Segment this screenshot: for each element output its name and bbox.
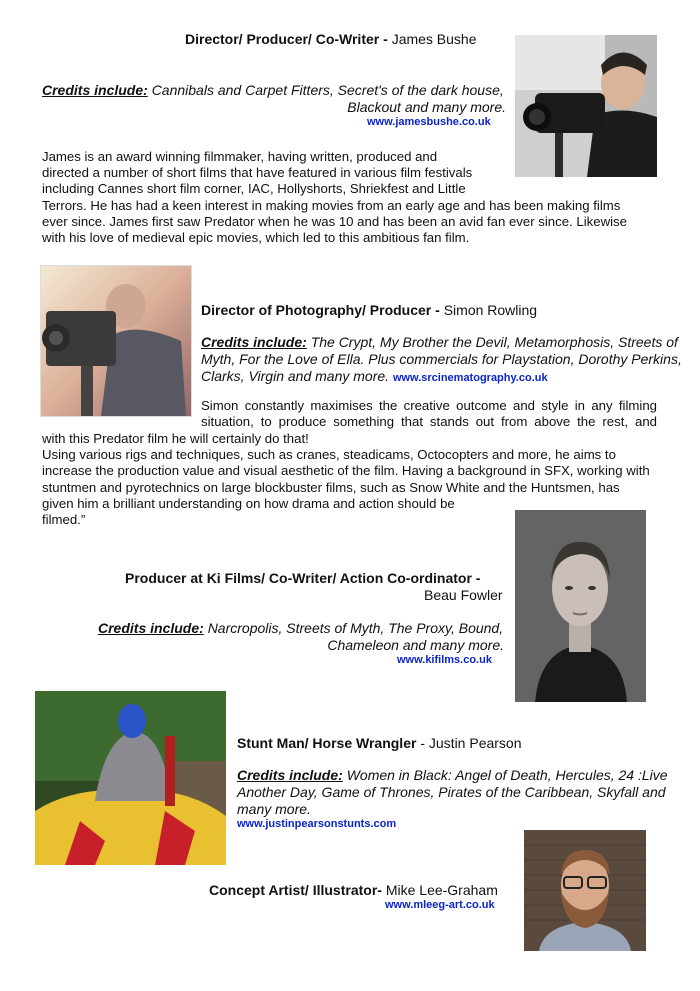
website-link-james[interactable]: www.jamesbushe.co.uk: [367, 116, 491, 128]
credits-text-continued: Chameleon and many more.: [327, 637, 504, 653]
person-name: James Bushe: [391, 31, 477, 47]
photo-beau-fowler: [515, 510, 646, 702]
credits-text: Narcropolis, Streets of Myth, The Proxy, Bound,: [207, 620, 504, 636]
bio-line: filmed.”: [42, 512, 86, 528]
bio-line: increase the production value and visual aesthetic of the film. Having a background in SFX, working with: [42, 463, 650, 479]
person-name: Simon Rowling: [443, 302, 538, 318]
credits-text: Myth, For the Love of Ella. Plus commercials for Playstation, Dorothy Perkins,: [201, 351, 682, 367]
role-heading-mike: [209, 882, 498, 900]
website-link-beau[interactable]: www.kifilms.co.uk: [397, 654, 492, 666]
role-title: Director of Photography/ Producer: [201, 302, 432, 318]
credits-label: Credits include:: [237, 767, 343, 783]
role-separator: -: [416, 735, 429, 751]
role-heading-justin: [237, 735, 522, 753]
role-heading-james: [185, 31, 477, 49]
role-heading-simon: [201, 302, 537, 320]
role-title: Concept Artist/ Illustrator-: [209, 882, 382, 898]
bio-line: stuntmen and pyrotechnics on large blockbuster films, such as Snow White and the Huntsmen, has: [42, 479, 620, 495]
person-name: Mike Lee-Graham: [385, 882, 498, 898]
website-link-justin[interactable]: www.justinpearsonstunts.com: [237, 818, 397, 830]
credits-james: [42, 82, 512, 116]
bio-james: [42, 149, 662, 246]
bio-line: ever since. James first saw Predator when he was 10 and has been an avid fan ever since. Likewise: [42, 213, 627, 229]
website-link-simon[interactable]: www.srcinematography.co.uk: [392, 372, 548, 384]
person-name-beau: Beau Fowler: [424, 587, 503, 603]
credits-text: Another Day, Game of Thrones, Pirates of the Caribbean, Skyfall and: [237, 784, 666, 800]
bio-line: with this Predator film he will certainly do that!: [42, 431, 309, 446]
bio-line: Using various rigs and techniques, such as cranes, steadicams, Octocopters and more, he aims to: [42, 447, 616, 463]
role-title: Stunt Man/ Horse Wrangler: [237, 735, 417, 751]
person-name: Justin Pearson: [428, 735, 522, 751]
credits-text-continued: Blackout and many more.: [347, 99, 506, 115]
credits-label: Credits include:: [201, 334, 307, 350]
bio-line: given him a brilliant understanding on how drama and action should be: [42, 495, 455, 511]
credits-text: Cannibals and Carpet Fitters, Secret's of the dark house,: [151, 82, 504, 98]
photo-justin-pearson: [35, 691, 226, 865]
credits-text: The Crypt, My Brother the Devil, Metamorphosis, Streets of: [310, 334, 678, 350]
website-link-mike[interactable]: www.mleeg-art.co.uk: [385, 899, 495, 911]
credits-beau: [98, 620, 508, 654]
credits-label: Credits include:: [98, 620, 204, 636]
role-separator: -: [379, 31, 392, 47]
role-separator: -: [431, 302, 444, 318]
bio-simon-intro: [201, 398, 657, 430]
bio-line: directed a number of short films that have featured in various film festivals: [42, 165, 473, 181]
bio-line: including Cannes short film corner, IAC, Hollyshorts, Shriekfest and Little: [42, 181, 466, 197]
credits-text: many more.: [237, 801, 311, 817]
bio-line: Terrors. He has had a keen interest in making movies from an early age and has been making films: [42, 197, 621, 213]
role-title: Director/ Producer/ Co-Writer: [185, 31, 380, 47]
photo-simon-rowling: [40, 265, 192, 417]
credits-label: Credits include:: [42, 82, 148, 98]
bio-line: with his love of medieval epic movies, which led to this ambitious fan film.: [42, 230, 470, 246]
bio-line: situation, to produce something that stands out from above the rest, and: [201, 414, 657, 430]
credits-text: Clarks, Virgin and many more.: [201, 368, 390, 384]
credits-text: Women in Black: Angel of Death, Hercules, 24 :Live: [346, 767, 668, 783]
credits-simon: [201, 334, 682, 387]
role-title-beau: Producer at Ki Films/ Co-Writer/ Action Co-ordinator -: [125, 570, 481, 586]
photo-mike-lee-graham: [524, 830, 646, 951]
bio-line: Simon constantly maximises the creative outcome and style in any filming: [201, 398, 657, 413]
credits-justin: [237, 767, 677, 818]
bio-line: James is an award winning filmmaker, having written, produced and: [42, 149, 438, 164]
